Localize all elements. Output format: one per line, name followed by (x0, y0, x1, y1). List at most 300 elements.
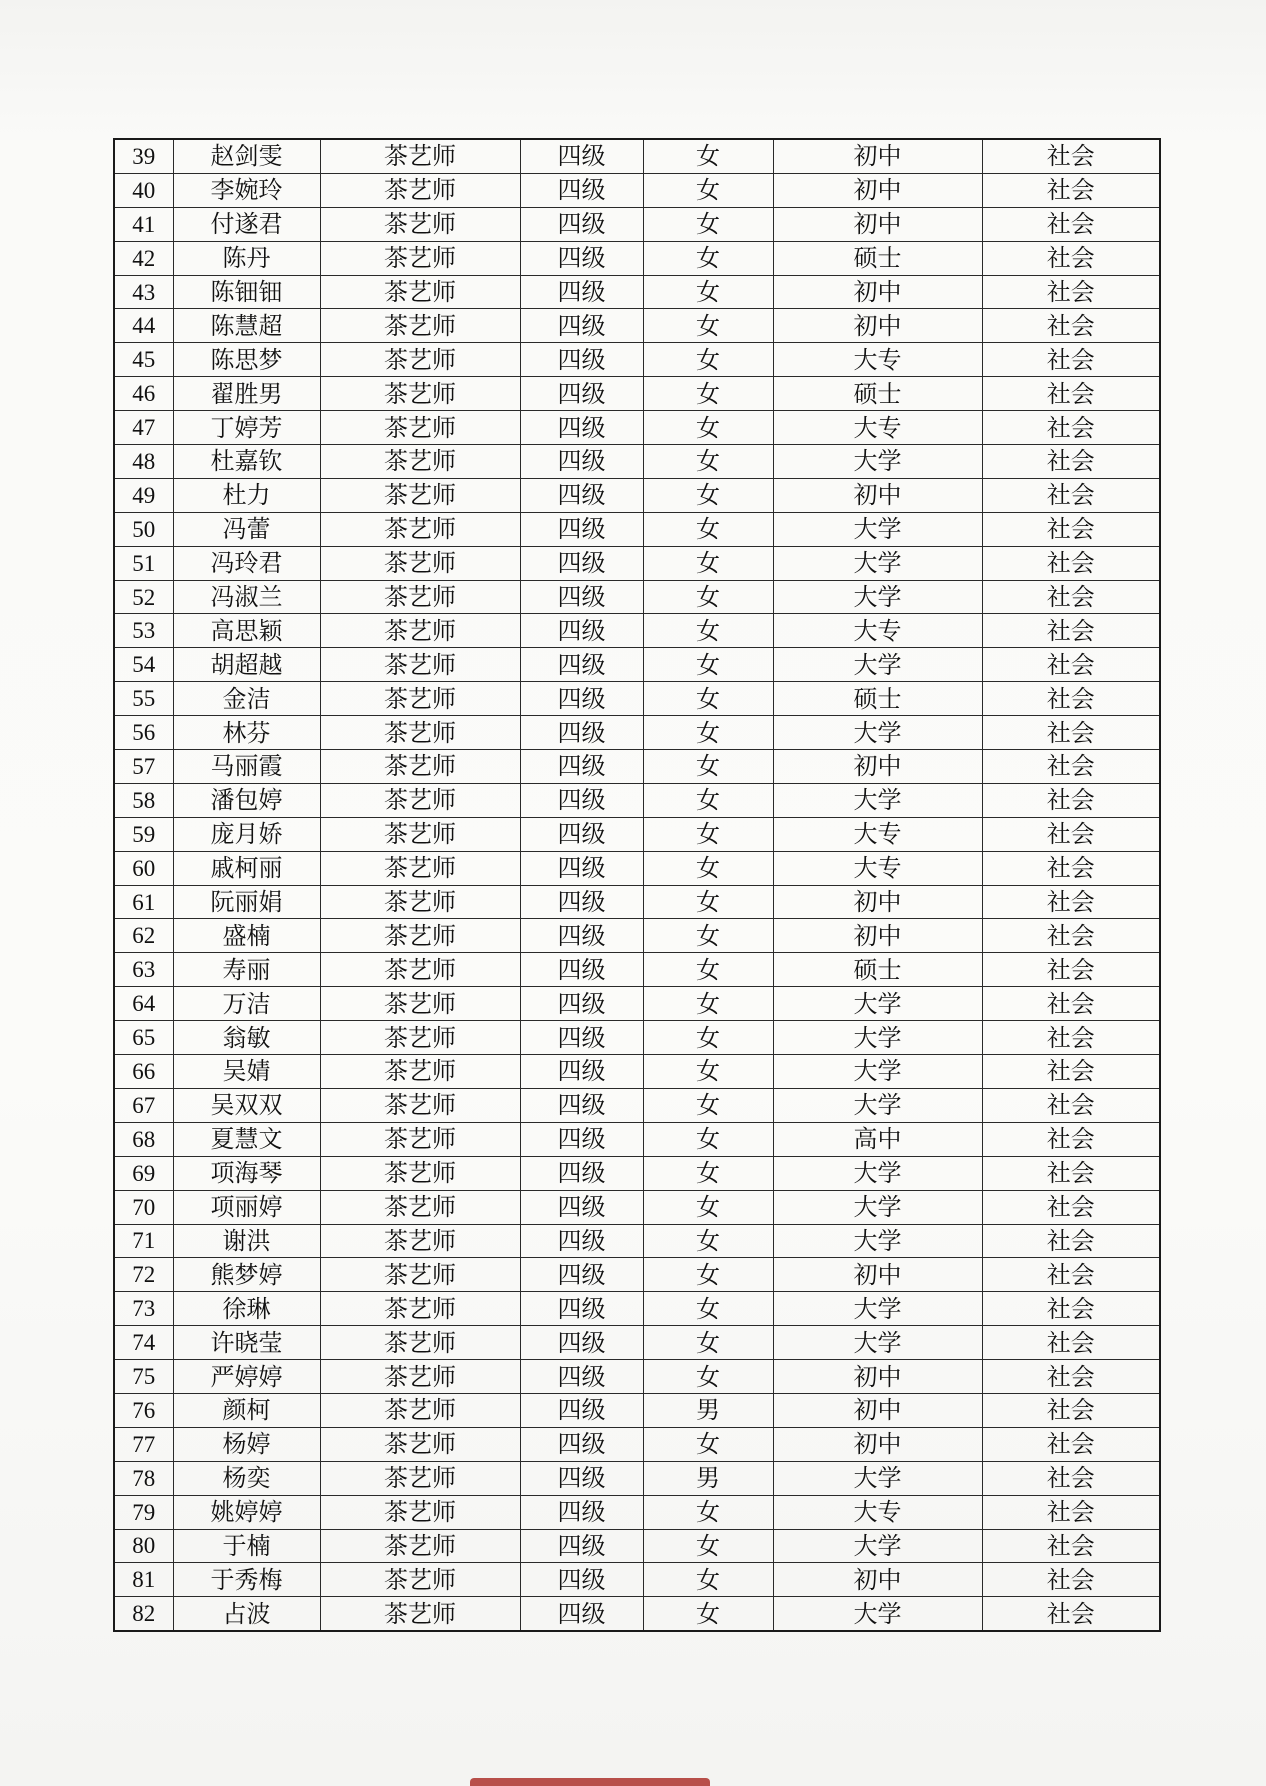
level-cell: 四级 (520, 241, 643, 275)
category-cell: 社会 (982, 919, 1160, 953)
gender-cell: 女 (643, 478, 773, 512)
education-cell: 硕士 (773, 377, 982, 411)
gender-cell: 女 (643, 377, 773, 411)
table-row (114, 1597, 1160, 1631)
occupation-cell: 茶艺师 (320, 1393, 520, 1427)
name-cell: 盛楠 (173, 919, 320, 953)
name-cell: 冯玲君 (173, 546, 320, 580)
row-number: 68 (114, 1122, 173, 1156)
table-row (114, 173, 1160, 207)
category-cell: 社会 (982, 1122, 1160, 1156)
category-cell: 社会 (982, 173, 1160, 207)
level-cell: 四级 (520, 309, 643, 343)
category-cell: 社会 (982, 1292, 1160, 1326)
category-cell: 社会 (982, 1563, 1160, 1597)
education-cell: 大学 (773, 716, 982, 750)
row-number: 75 (114, 1360, 173, 1394)
education-cell: 初中 (773, 275, 982, 309)
level-cell: 四级 (520, 750, 643, 784)
table-row (114, 1360, 1160, 1394)
table-row (114, 919, 1160, 953)
level-cell: 四级 (520, 1258, 643, 1292)
category-cell: 社会 (982, 783, 1160, 817)
occupation-cell: 茶艺师 (320, 987, 520, 1021)
gender-cell: 男 (643, 1461, 773, 1495)
education-cell: 大学 (773, 1156, 982, 1190)
level-cell: 四级 (520, 1563, 643, 1597)
education-cell: 大学 (773, 580, 982, 614)
category-cell: 社会 (982, 445, 1160, 479)
name-cell: 项丽婷 (173, 1190, 320, 1224)
level-cell: 四级 (520, 1088, 643, 1122)
table-row (114, 1427, 1160, 1461)
occupation-cell: 茶艺师 (320, 478, 520, 512)
level-cell: 四级 (520, 478, 643, 512)
occupation-cell: 茶艺师 (320, 241, 520, 275)
education-cell: 大学 (773, 1461, 982, 1495)
education-cell: 初中 (773, 919, 982, 953)
table-row (114, 207, 1160, 241)
row-number: 76 (114, 1393, 173, 1427)
category-cell: 社会 (982, 1258, 1160, 1292)
education-cell: 大学 (773, 1021, 982, 1055)
name-cell: 高思颖 (173, 614, 320, 648)
name-cell: 于秀梅 (173, 1563, 320, 1597)
row-number: 51 (114, 546, 173, 580)
occupation-cell: 茶艺师 (320, 953, 520, 987)
level-cell: 四级 (520, 919, 643, 953)
gender-cell: 女 (643, 614, 773, 648)
gender-cell: 女 (643, 1326, 773, 1360)
gender-cell: 女 (643, 1563, 773, 1597)
gender-cell: 女 (643, 953, 773, 987)
table-row (114, 953, 1160, 987)
row-number: 49 (114, 478, 173, 512)
category-cell: 社会 (982, 512, 1160, 546)
row-number: 72 (114, 1258, 173, 1292)
level-cell: 四级 (520, 1461, 643, 1495)
row-number: 39 (114, 139, 173, 173)
education-cell: 初中 (773, 1393, 982, 1427)
row-number: 46 (114, 377, 173, 411)
table-row (114, 1563, 1160, 1597)
level-cell: 四级 (520, 1190, 643, 1224)
occupation-cell: 茶艺师 (320, 817, 520, 851)
name-cell: 杜嘉钦 (173, 445, 320, 479)
category-cell: 社会 (982, 1393, 1160, 1427)
category-cell: 社会 (982, 1360, 1160, 1394)
row-number: 43 (114, 275, 173, 309)
row-number: 61 (114, 885, 173, 919)
table-row (114, 716, 1160, 750)
education-cell: 大学 (773, 1292, 982, 1326)
gender-cell: 女 (643, 207, 773, 241)
education-cell: 初中 (773, 1360, 982, 1394)
table-row (114, 1529, 1160, 1563)
name-cell: 李婉玲 (173, 173, 320, 207)
category-cell: 社会 (982, 851, 1160, 885)
gender-cell: 女 (643, 1224, 773, 1258)
occupation-cell: 茶艺师 (320, 1360, 520, 1394)
education-cell: 大学 (773, 648, 982, 682)
gender-cell: 女 (643, 682, 773, 716)
row-number: 81 (114, 1563, 173, 1597)
table-row (114, 1495, 1160, 1529)
name-cell: 陈丹 (173, 241, 320, 275)
name-cell: 熊梦婷 (173, 1258, 320, 1292)
name-cell: 项海琴 (173, 1156, 320, 1190)
table-row (114, 1122, 1160, 1156)
roster-table (113, 138, 1161, 1632)
name-cell: 马丽霞 (173, 750, 320, 784)
education-cell: 大学 (773, 783, 982, 817)
occupation-cell: 茶艺师 (320, 1190, 520, 1224)
category-cell: 社会 (982, 682, 1160, 716)
occupation-cell: 茶艺师 (320, 885, 520, 919)
education-cell: 大学 (773, 445, 982, 479)
occupation-cell: 茶艺师 (320, 445, 520, 479)
category-cell: 社会 (982, 1495, 1160, 1529)
category-cell: 社会 (982, 648, 1160, 682)
education-cell: 初中 (773, 1258, 982, 1292)
gender-cell: 女 (643, 1292, 773, 1326)
category-cell: 社会 (982, 750, 1160, 784)
level-cell: 四级 (520, 648, 643, 682)
category-cell: 社会 (982, 1156, 1160, 1190)
level-cell: 四级 (520, 1122, 643, 1156)
gender-cell: 女 (643, 1055, 773, 1089)
row-number: 78 (114, 1461, 173, 1495)
level-cell: 四级 (520, 207, 643, 241)
red-seal-edge (470, 1778, 710, 1786)
gender-cell: 女 (643, 648, 773, 682)
table-row (114, 377, 1160, 411)
table-row (114, 309, 1160, 343)
name-cell: 冯蕾 (173, 512, 320, 546)
gender-cell: 女 (643, 343, 773, 377)
table-row (114, 1055, 1160, 1089)
name-cell: 徐琳 (173, 1292, 320, 1326)
row-number: 66 (114, 1055, 173, 1089)
table-row (114, 1190, 1160, 1224)
occupation-cell: 茶艺师 (320, 309, 520, 343)
category-cell: 社会 (982, 614, 1160, 648)
occupation-cell: 茶艺师 (320, 648, 520, 682)
level-cell: 四级 (520, 987, 643, 1021)
education-cell: 高中 (773, 1122, 982, 1156)
category-cell: 社会 (982, 580, 1160, 614)
name-cell: 付遂君 (173, 207, 320, 241)
level-cell: 四级 (520, 1393, 643, 1427)
level-cell: 四级 (520, 173, 643, 207)
occupation-cell: 茶艺师 (320, 1224, 520, 1258)
row-number: 40 (114, 173, 173, 207)
level-cell: 四级 (520, 953, 643, 987)
name-cell: 胡超越 (173, 648, 320, 682)
name-cell: 姚婷婷 (173, 1495, 320, 1529)
category-cell: 社会 (982, 411, 1160, 445)
gender-cell: 女 (643, 1495, 773, 1529)
education-cell: 大学 (773, 1326, 982, 1360)
category-cell: 社会 (982, 309, 1160, 343)
level-cell: 四级 (520, 1156, 643, 1190)
category-cell: 社会 (982, 241, 1160, 275)
category-cell: 社会 (982, 1461, 1160, 1495)
occupation-cell: 茶艺师 (320, 139, 520, 173)
education-cell: 大学 (773, 1224, 982, 1258)
name-cell: 戚柯丽 (173, 851, 320, 885)
occupation-cell: 茶艺师 (320, 716, 520, 750)
gender-cell: 女 (643, 750, 773, 784)
row-number: 70 (114, 1190, 173, 1224)
table-row (114, 614, 1160, 648)
row-number: 67 (114, 1088, 173, 1122)
name-cell: 陈思梦 (173, 343, 320, 377)
category-cell: 社会 (982, 1326, 1160, 1360)
level-cell: 四级 (520, 851, 643, 885)
occupation-cell: 茶艺师 (320, 783, 520, 817)
level-cell: 四级 (520, 1529, 643, 1563)
table-row (114, 1088, 1160, 1122)
row-number: 82 (114, 1597, 173, 1631)
row-number: 50 (114, 512, 173, 546)
level-cell: 四级 (520, 783, 643, 817)
name-cell: 丁婷芳 (173, 411, 320, 445)
gender-cell: 女 (643, 1427, 773, 1461)
row-number: 60 (114, 851, 173, 885)
level-cell: 四级 (520, 1224, 643, 1258)
table-row (114, 512, 1160, 546)
occupation-cell: 茶艺师 (320, 1563, 520, 1597)
row-number: 64 (114, 987, 173, 1021)
row-number: 69 (114, 1156, 173, 1190)
name-cell: 陈慧超 (173, 309, 320, 343)
education-cell: 大专 (773, 614, 982, 648)
occupation-cell: 茶艺师 (320, 1529, 520, 1563)
level-cell: 四级 (520, 614, 643, 648)
row-number: 42 (114, 241, 173, 275)
table-row (114, 1156, 1160, 1190)
row-number: 65 (114, 1021, 173, 1055)
education-cell: 初中 (773, 1427, 982, 1461)
name-cell: 杜力 (173, 478, 320, 512)
row-number: 44 (114, 309, 173, 343)
table-row (114, 546, 1160, 580)
category-cell: 社会 (982, 343, 1160, 377)
row-number: 41 (114, 207, 173, 241)
row-number: 62 (114, 919, 173, 953)
category-cell: 社会 (982, 207, 1160, 241)
gender-cell: 女 (643, 275, 773, 309)
education-cell: 大学 (773, 546, 982, 580)
education-cell: 大学 (773, 512, 982, 546)
name-cell: 谢洪 (173, 1224, 320, 1258)
category-cell: 社会 (982, 953, 1160, 987)
table-row (114, 851, 1160, 885)
gender-cell: 女 (643, 851, 773, 885)
occupation-cell: 茶艺师 (320, 1292, 520, 1326)
name-cell: 阮丽娟 (173, 885, 320, 919)
gender-cell: 女 (643, 783, 773, 817)
name-cell: 赵剑雯 (173, 139, 320, 173)
occupation-cell: 茶艺师 (320, 1088, 520, 1122)
level-cell: 四级 (520, 445, 643, 479)
name-cell: 严婷婷 (173, 1360, 320, 1394)
occupation-cell: 茶艺师 (320, 275, 520, 309)
education-cell: 初中 (773, 1563, 982, 1597)
gender-cell: 女 (643, 445, 773, 479)
table-row (114, 1326, 1160, 1360)
category-cell: 社会 (982, 377, 1160, 411)
occupation-cell: 茶艺师 (320, 750, 520, 784)
education-cell: 初中 (773, 885, 982, 919)
gender-cell: 女 (643, 139, 773, 173)
education-cell: 大学 (773, 1597, 982, 1631)
category-cell: 社会 (982, 1088, 1160, 1122)
level-cell: 四级 (520, 546, 643, 580)
row-number: 56 (114, 716, 173, 750)
education-cell: 大学 (773, 987, 982, 1021)
education-cell: 大专 (773, 851, 982, 885)
table-row (114, 445, 1160, 479)
name-cell: 颜柯 (173, 1393, 320, 1427)
category-cell: 社会 (982, 546, 1160, 580)
name-cell: 吴婧 (173, 1055, 320, 1089)
row-number: 45 (114, 343, 173, 377)
education-cell: 初中 (773, 309, 982, 343)
category-cell: 社会 (982, 1427, 1160, 1461)
level-cell: 四级 (520, 817, 643, 851)
row-number: 54 (114, 648, 173, 682)
name-cell: 占波 (173, 1597, 320, 1631)
occupation-cell: 茶艺师 (320, 614, 520, 648)
row-number: 57 (114, 750, 173, 784)
occupation-cell: 茶艺师 (320, 919, 520, 953)
row-number: 55 (114, 682, 173, 716)
gender-cell: 女 (643, 817, 773, 851)
occupation-cell: 茶艺师 (320, 580, 520, 614)
gender-cell: 女 (643, 241, 773, 275)
row-number: 47 (114, 411, 173, 445)
table-row (114, 817, 1160, 851)
level-cell: 四级 (520, 1427, 643, 1461)
category-cell: 社会 (982, 1224, 1160, 1258)
table-body (114, 139, 1160, 1631)
education-cell: 初中 (773, 207, 982, 241)
name-cell: 寿丽 (173, 953, 320, 987)
table-row (114, 580, 1160, 614)
education-cell: 硕士 (773, 682, 982, 716)
education-cell: 大学 (773, 1529, 982, 1563)
name-cell: 林芬 (173, 716, 320, 750)
row-number: 63 (114, 953, 173, 987)
level-cell: 四级 (520, 885, 643, 919)
row-number: 53 (114, 614, 173, 648)
education-cell: 大学 (773, 1190, 982, 1224)
name-cell: 杨奕 (173, 1461, 320, 1495)
occupation-cell: 茶艺师 (320, 1326, 520, 1360)
gender-cell: 女 (643, 173, 773, 207)
level-cell: 四级 (520, 1055, 643, 1089)
row-number: 59 (114, 817, 173, 851)
level-cell: 四级 (520, 1326, 643, 1360)
row-number: 58 (114, 783, 173, 817)
gender-cell: 男 (643, 1393, 773, 1427)
table-row (114, 1021, 1160, 1055)
table-row (114, 885, 1160, 919)
level-cell: 四级 (520, 411, 643, 445)
row-number: 74 (114, 1326, 173, 1360)
level-cell: 四级 (520, 343, 643, 377)
table-row (114, 648, 1160, 682)
education-cell: 硕士 (773, 241, 982, 275)
occupation-cell: 茶艺师 (320, 1156, 520, 1190)
name-cell: 夏慧文 (173, 1122, 320, 1156)
category-cell: 社会 (982, 817, 1160, 851)
occupation-cell: 茶艺师 (320, 411, 520, 445)
table-row (114, 1393, 1160, 1427)
name-cell: 陈钿钿 (173, 275, 320, 309)
occupation-cell: 茶艺师 (320, 512, 520, 546)
name-cell: 于楠 (173, 1529, 320, 1563)
table-row (114, 478, 1160, 512)
gender-cell: 女 (643, 1258, 773, 1292)
row-number: 80 (114, 1529, 173, 1563)
name-cell: 吴双双 (173, 1088, 320, 1122)
education-cell: 初中 (773, 750, 982, 784)
education-cell: 初中 (773, 173, 982, 207)
row-number: 77 (114, 1427, 173, 1461)
table-row (114, 1461, 1160, 1495)
occupation-cell: 茶艺师 (320, 546, 520, 580)
occupation-cell: 茶艺师 (320, 343, 520, 377)
level-cell: 四级 (520, 1360, 643, 1394)
name-cell: 万洁 (173, 987, 320, 1021)
level-cell: 四级 (520, 580, 643, 614)
category-cell: 社会 (982, 1529, 1160, 1563)
education-cell: 硕士 (773, 953, 982, 987)
gender-cell: 女 (643, 512, 773, 546)
table-row (114, 750, 1160, 784)
category-cell: 社会 (982, 275, 1160, 309)
table-row (114, 682, 1160, 716)
gender-cell: 女 (643, 716, 773, 750)
category-cell: 社会 (982, 1190, 1160, 1224)
name-cell: 冯淑兰 (173, 580, 320, 614)
gender-cell: 女 (643, 885, 773, 919)
occupation-cell: 茶艺师 (320, 682, 520, 716)
row-number: 79 (114, 1495, 173, 1529)
category-cell: 社会 (982, 1021, 1160, 1055)
level-cell: 四级 (520, 275, 643, 309)
table-row (114, 275, 1160, 309)
gender-cell: 女 (643, 1156, 773, 1190)
education-cell: 大专 (773, 817, 982, 851)
education-cell: 大专 (773, 1495, 982, 1529)
table-row (114, 139, 1160, 173)
category-cell: 社会 (982, 1597, 1160, 1631)
education-cell: 初中 (773, 139, 982, 173)
name-cell: 潘包婷 (173, 783, 320, 817)
occupation-cell: 茶艺师 (320, 1427, 520, 1461)
level-cell: 四级 (520, 716, 643, 750)
table-row (114, 411, 1160, 445)
name-cell: 翁敏 (173, 1021, 320, 1055)
row-number: 52 (114, 580, 173, 614)
category-cell: 社会 (982, 885, 1160, 919)
occupation-cell: 茶艺师 (320, 1122, 520, 1156)
table-row (114, 987, 1160, 1021)
